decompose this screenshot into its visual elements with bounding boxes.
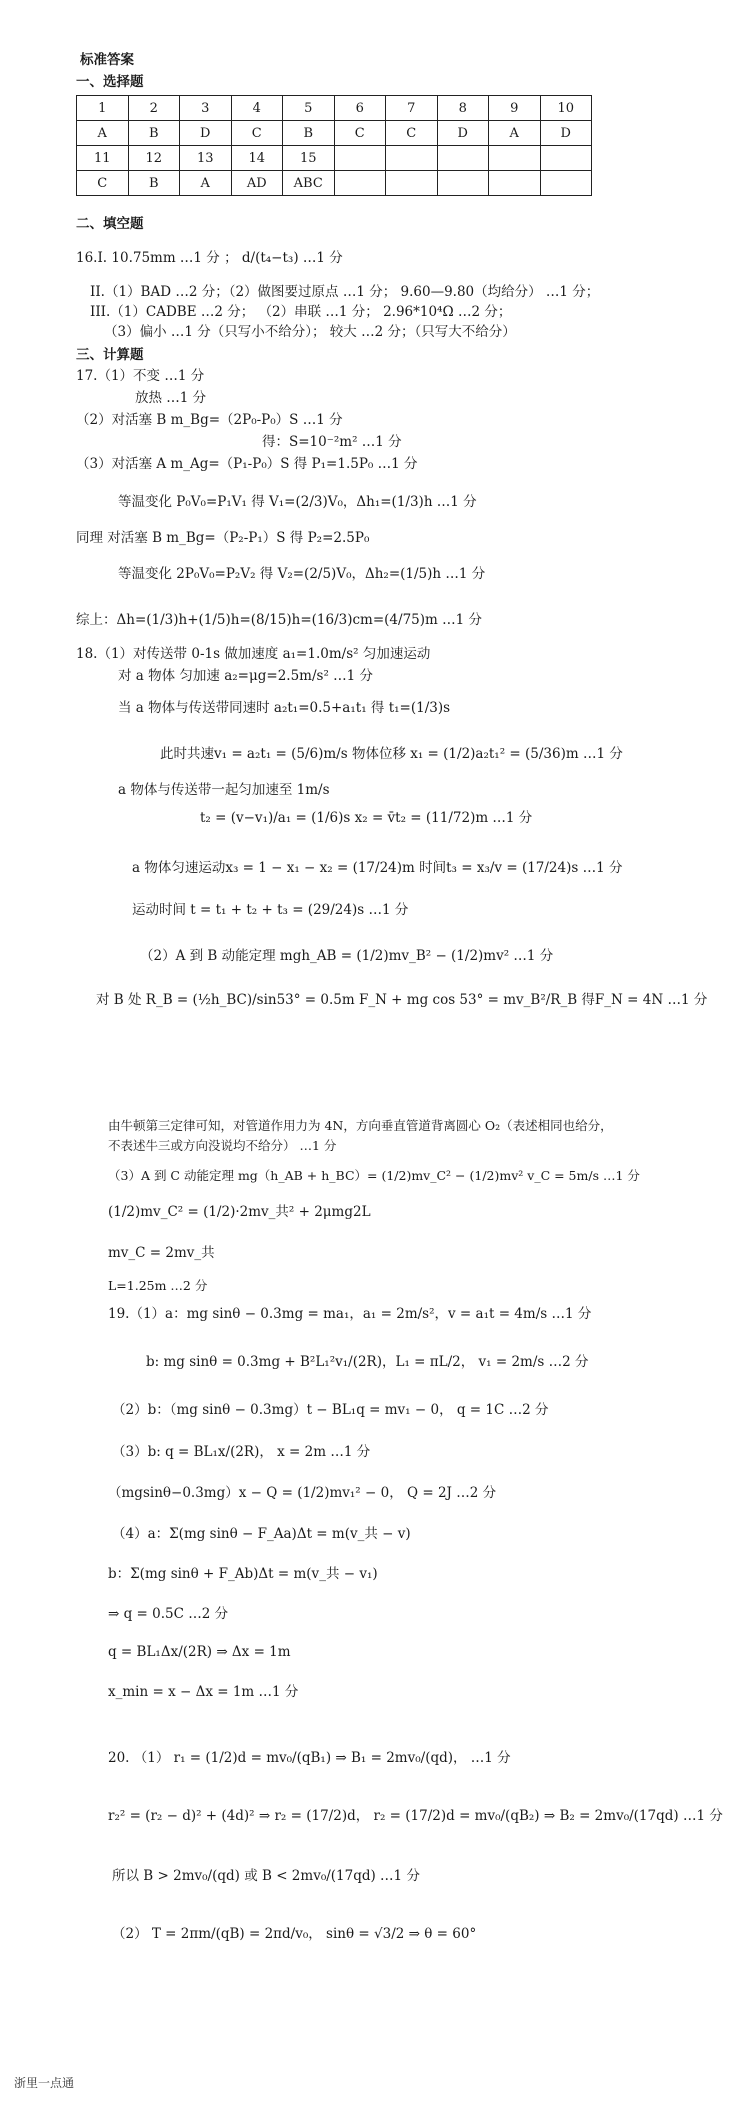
- q17-line: 17.（1）不变 …1 分: [76, 368, 205, 384]
- q18-line: （2）A 到 B 动能定理 mgh_AB = (1/2)mv_B² − (1/2)mv² …1 分: [140, 948, 554, 964]
- answer-table-cell: 12: [128, 146, 180, 171]
- q18-line: t₂ = (v−v₁)/a₁ = (1/6)s x₂ = v̄t₂ = (11/72)m …1 分: [200, 810, 533, 826]
- answer-table-row: [77, 171, 592, 196]
- q16-part4: （3）偏小 …1 分（只写小不给分）； 较大 …2 分；（只写大不给分）: [104, 324, 516, 340]
- q20-line: （2） T = 2πm/(qB) = 2πd/v₀， sinθ = √3/2 ⇒ θ = 60°: [112, 1926, 477, 1942]
- answer-table-cell: C: [386, 121, 438, 146]
- answer-table-cell: [540, 171, 592, 196]
- q18-line: 对 B 处 R_B = (½h_BC)/sin53° = 0.5m F_N + mg cos 53° = mv_B²/R_B 得F_N = 4N …1 分: [96, 992, 708, 1008]
- q19-line: （3）b: q = BL₁x/(2R)， x = 2m …1 分: [112, 1444, 371, 1460]
- answer-table-cell: B: [283, 121, 335, 146]
- answer-table-cell: [489, 146, 541, 171]
- q19-line: （2）b：（mg sinθ − 0.3mg）t − BL₁q = mv₁ − 0， q = 1C …2 分: [112, 1402, 549, 1418]
- answer-table-cell: [334, 171, 386, 196]
- answer-table-cell: 1: [77, 96, 129, 121]
- q20-line: 所以 B > 2mv₀/(qd) 或 B < 2mv₀/(17qd) …1 分: [112, 1868, 420, 1884]
- answer-table-cell: B: [128, 121, 180, 146]
- answer-table-cell: 10: [540, 96, 592, 121]
- answer-table-row: [77, 146, 592, 171]
- answer-table-cell: D: [540, 121, 592, 146]
- q18-line: 18.（1）对传送带 0-1s 做加速度 a₁=1.0m/s² 匀加速运动: [76, 646, 431, 662]
- q19-line: q = BL₁Δx/(2R) ⇒ Δx = 1m: [108, 1644, 291, 1660]
- answer-table-cell: [540, 146, 592, 171]
- answer-table-cell: 8: [437, 96, 489, 121]
- q18-cont-line: mv_C = 2mv_共: [108, 1245, 215, 1261]
- q19-line: ⇒ q = 0.5C …2 分: [108, 1606, 229, 1622]
- q18-line: 运动时间 t = t₁ + t₂ + t₃ = (29/24)s …1 分: [132, 902, 409, 918]
- answer-table-cell: B: [128, 171, 180, 196]
- q19-line: （4）a：Σ(mg sinθ − F_Aa)Δt = m(v_共 − v): [112, 1526, 411, 1542]
- q18-line: 当 a 物体与传送带同速时 a₂t₁=0.5+a₁t₁ 得 t₁=(1/3)s: [118, 700, 451, 716]
- answer-table-cell: C: [334, 121, 386, 146]
- page-title: 标准答案: [80, 52, 134, 68]
- answer-table-cell: A: [180, 171, 232, 196]
- answer-table-cell: [437, 171, 489, 196]
- q18-cont-line: L=1.25m …2 分: [108, 1278, 208, 1293]
- answer-table-cell: AD: [231, 171, 283, 196]
- answer-table-cell: 4: [231, 96, 283, 121]
- q19-line: b: mg sinθ = 0.3mg + B²L₁²v₁/(2R)，L₁ = πL/2， v₁ = 2m/s …2 分: [146, 1354, 589, 1370]
- q18-cont-line: 由牛顿第三定律可知，对管道作用力为 4N，方向垂直管道背离圆心 O₂（表述相同也给分，: [108, 1118, 613, 1133]
- answer-table-cell: 14: [231, 146, 283, 171]
- q20-line: 20. （1） r₁ = (1/2)d = mv₀/(qB₁) ⇒ B₁ = 2mv₀/(qd)， …1 分: [108, 1750, 511, 1766]
- answer-table-cell: 7: [386, 96, 438, 121]
- q19-line: x_min = x − Δx = 1m …1 分: [108, 1684, 299, 1700]
- answer-table-cell: [489, 171, 541, 196]
- answer-table-row: [77, 121, 592, 146]
- answer-table-cell: 9: [489, 96, 541, 121]
- q17-line: 放热 …1 分: [135, 390, 207, 406]
- answer-table: [76, 95, 592, 196]
- q19-line: b：Σ(mg sinθ + F_Ab)Δt = m(v_共 − v₁): [108, 1566, 378, 1582]
- answer-table-cell: D: [180, 121, 232, 146]
- answer-table-cell: [334, 146, 386, 171]
- q18-line: a 物体匀速运动x₃ = 1 − x₁ − x₂ = (17/24)m 时间t₃ = x₃/v = (17/24)s …1 分: [132, 860, 623, 876]
- q20-line: r₂² = (r₂ − d)² + (4d)² ⇒ r₂ = (17/2)d， r₂ = (17/2)d = mv₀/(qB₂) ⇒ B₂ = 2mv₀/(17qd) …1 分: [108, 1808, 723, 1824]
- answer-table-cell: A: [489, 121, 541, 146]
- q16-part2: II.（1）BAD …2 分；（2）做图要过原点 …1 分； 9.60—9.80（均给分） …1 分；: [90, 284, 600, 300]
- answer-table-cell: 13: [180, 146, 232, 171]
- answer-table-cell: 5: [283, 96, 335, 121]
- answer-table-cell: D: [437, 121, 489, 146]
- answer-table-cell: C: [77, 171, 129, 196]
- q18-line: 此时共速v₁ = a₂t₁ = (5/6)m/s 物体位移 x₁ = (1/2)a₂t₁² = (5/36)m …1 分: [160, 746, 623, 762]
- answer-table-cell: 3: [180, 96, 232, 121]
- answer-table-cell: 15: [283, 146, 335, 171]
- section-choice-title: 一、选择题: [76, 74, 144, 90]
- answer-table-cell: A: [77, 121, 129, 146]
- q19-line: 19.（1）a：mg sinθ − 0.3mg = ma₁，a₁ = 2m/s²，v = a₁t = 4m/s …1 分: [108, 1306, 592, 1322]
- section-calc-title: 三、计算题: [76, 347, 144, 363]
- answer-table-cell: ABC: [283, 171, 335, 196]
- q18-cont-line: （3）A 到 C 动能定理 mg（h_AB + h_BC）= (1/2)mv_C² − (1/2)mv² v_C = 5m/s …1 分: [108, 1168, 640, 1183]
- q17-line: 等温变化 P₀V₀=P₁V₁ 得 V₁=(2/3)V₀，Δh₁=(1/3)h …1 分: [118, 494, 477, 510]
- answer-table-cell: [437, 146, 489, 171]
- q18-line: 对 a 物体 匀加速 a₂=μg=2.5m/s² …1 分: [118, 668, 374, 684]
- q18-cont-line: (1/2)mv_C² = (1/2)·2mv_共² + 2μmg2L: [108, 1204, 371, 1220]
- answer-table-row: [77, 96, 592, 121]
- q19-line: （mgsinθ−0.3mg）x − Q = (1/2)mv₁² − 0， Q = 2J …2 分: [108, 1485, 497, 1501]
- q16-part3: III.（1）CADBE …2 分； （2）串联 …1 分； 2.96*10⁴Ω …2 分；: [90, 304, 512, 320]
- q17-line: 同理 对活塞 B m_Bg=（P₂-P₁）S 得 P₂=2.5P₀: [76, 530, 370, 546]
- q17-line: 综上：Δh=(1/3)h+(1/5)h=(8/15)h=(16/3)cm=(4/75)m …1 分: [76, 612, 482, 628]
- q16-part1: 16.I. 10.75mm …1 分 ； d/(t₄−t₃) …1 分: [76, 250, 343, 266]
- q18-line: a 物体与传送带一起匀加速至 1m/s: [118, 782, 330, 798]
- answer-table-cell: 11: [77, 146, 129, 171]
- q17-line: （3）对活塞 A m_Ag=（P₁-P₀）S 得 P₁=1.5P₀ …1 分: [76, 456, 418, 472]
- q17-line: 等温变化 2P₀V₀=P₂V₂ 得 V₂=(2/5)V₀，Δh₂=(1/5)h …1 分: [118, 566, 486, 582]
- answer-table-cell: [386, 171, 438, 196]
- answer-table-cell: C: [231, 121, 283, 146]
- watermark-text: 浙里一点通: [14, 2076, 75, 2090]
- answer-table-cell: [386, 146, 438, 171]
- answer-table-cell: 6: [334, 96, 386, 121]
- section-fill-title: 二、填空题: [76, 216, 144, 232]
- q17-line: 得：S=10⁻²m² …1 分: [262, 434, 402, 450]
- q17-line: （2）对活塞 B m_Bg=（2P₀-P₀）S …1 分: [76, 412, 343, 428]
- q18-cont-line: 不表述牛三或方向没说均不给分） …1 分: [108, 1138, 337, 1153]
- answer-table-cell: 2: [128, 96, 180, 121]
